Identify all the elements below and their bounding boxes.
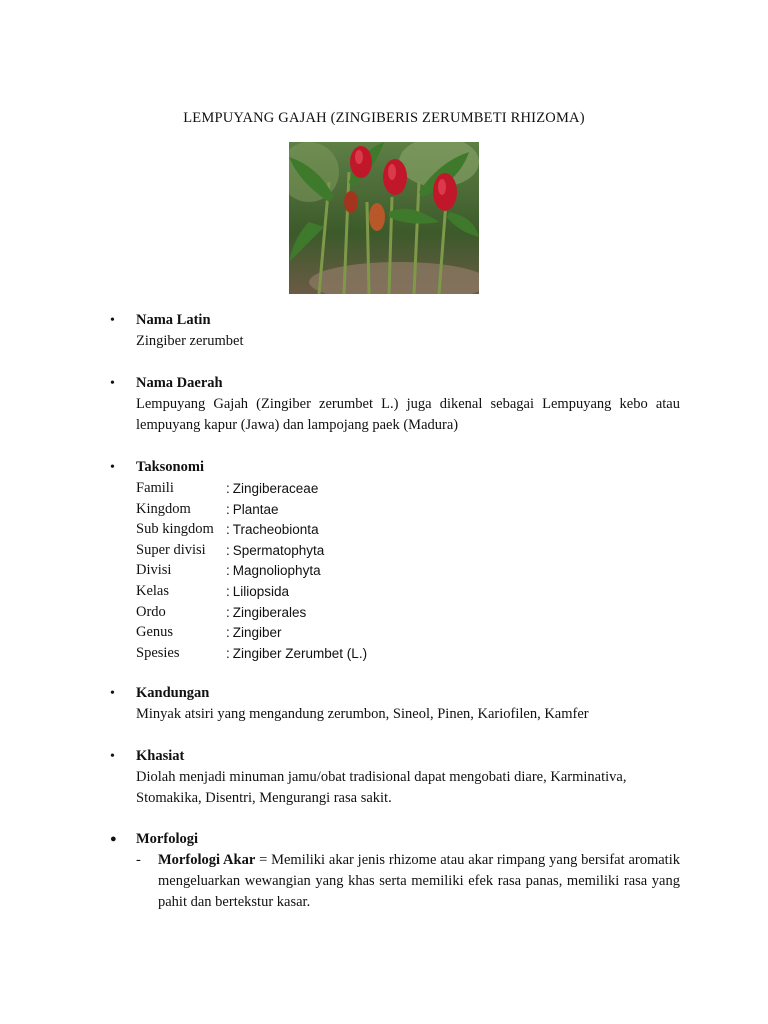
taxonomy-value-text: Magnoliophyta [232,563,321,579]
taxonomy-value [226,643,367,664]
taxonomy-key: Divisi [136,562,172,579]
section-khasiat [110,746,680,809]
document-title: LEMPUYANG GAJAH (ZINGIBERIS ZERUMBETI RHIZOMA) [183,110,585,126]
taxonomy-key: Kelas [136,582,170,599]
taxonomy-colon: : [226,563,230,579]
taxonomy-key: Genus [136,624,174,641]
taxonomy-colon: : [226,625,230,641]
sub-item-heading: Morfologi Akar [158,852,256,868]
taxonomy-value [226,622,282,643]
section-text-line: Stomakika, Disentri, Mengurangi rasa sakit. [136,790,392,806]
taxonomy-value [226,499,279,520]
bullet: • [110,460,115,475]
taxonomy-key: Spesies [136,644,180,661]
dash-marker: - [136,852,141,868]
taxonomy-row [136,540,680,561]
section-nama-latin [110,310,680,352]
taxonomy-value [226,581,289,602]
sub-item-body: = Memiliki akar jenis rhizome atau akar rimpang yang bersifat aromatik mengeluarkan wewangian yang khas serta memiliki efek rasa panas, memiliki rasa yang pahit dan bertekstur kasar. [158,852,680,910]
taxonomy-value [226,519,319,540]
taxonomy-value-text: Plantae [232,501,279,517]
taxonomy-key: Sub kingdom [136,521,214,538]
taxonomy-key: Kingdom [136,500,191,517]
bullet: • [110,749,115,764]
taxonomy-colon: : [226,604,230,620]
taxonomy-value-text: Tracheobionta [232,522,319,538]
section-text-line: Diolah menjadi minuman jamu/obat tradisional dapat mengobati diare, Karminativa, [136,769,627,785]
section-heading: Morfologi [136,831,199,847]
bullet: • [110,686,115,701]
taxonomy-row [136,499,680,520]
taxonomy-value [226,478,318,499]
bullet: • [110,376,115,391]
taxonomy-value-text: Zingiberales [232,604,307,620]
taxonomy-row [136,560,680,581]
sub-item-text [158,850,680,913]
taxonomy-colon: : [226,501,230,517]
section-nama-daerah [110,373,680,436]
taxonomy-key: Ordo [136,603,166,620]
section-heading: Nama Latin [136,312,211,328]
bullet: ● [110,833,117,845]
taxonomy-colon: : [226,522,230,538]
section-morfologi [110,829,680,913]
taxonomy-value-text: Spermatophyta [232,542,325,558]
section-taksonomi [110,457,680,663]
taxonomy-row [136,519,680,540]
taxonomy-colon: : [226,645,230,661]
sub-item-morfologi-akar [136,850,680,913]
taxonomy-value-text: Zingiberaceae [232,481,319,496]
section-text: Lempuyang Gajah (Zingiber zerumbet L.) juga dikenal sebagai Lempuyang kebo atau lempuyang kapur (Jawa) dan lampojang paek (Madura) [136,396,680,433]
taxonomy-colon: : [226,481,230,496]
taxonomy-colon: : [226,542,230,558]
section-heading: Nama Daerah [136,375,223,391]
taxonomy-row [136,622,680,643]
taxonomy-value [226,602,306,623]
taxonomy-row [136,478,680,499]
section-heading: Taksonomi [136,459,204,475]
taxonomy-row [136,643,680,664]
taxonomy-row [136,602,680,623]
taxonomy-value-text: Zingiber Zerumbet (L.) [232,645,368,661]
section-text: Minyak atsiri yang mengandung zerumbon, Sineol, Pinen, Kariofilen, Kamfer [136,706,589,722]
section-text: Zingiber zerumbet [136,333,244,349]
taxonomy-key: Super divisi [136,541,206,558]
taxonomy-row [136,581,680,602]
section-kandungan [110,683,680,725]
taxonomy-key: Famili [136,480,174,496]
taxonomy-table [136,478,680,663]
taxonomy-value-text: Liliopsida [232,583,290,599]
section-heading: Khasiat [136,748,185,764]
taxonomy-value-text: Zingiber [232,625,282,641]
taxonomy-value [226,560,321,581]
section-heading: Kandungan [136,685,210,701]
taxonomy-colon: : [226,583,230,599]
bullet: • [110,313,115,328]
taxonomy-value [226,540,324,561]
plant-photo [289,142,479,294]
